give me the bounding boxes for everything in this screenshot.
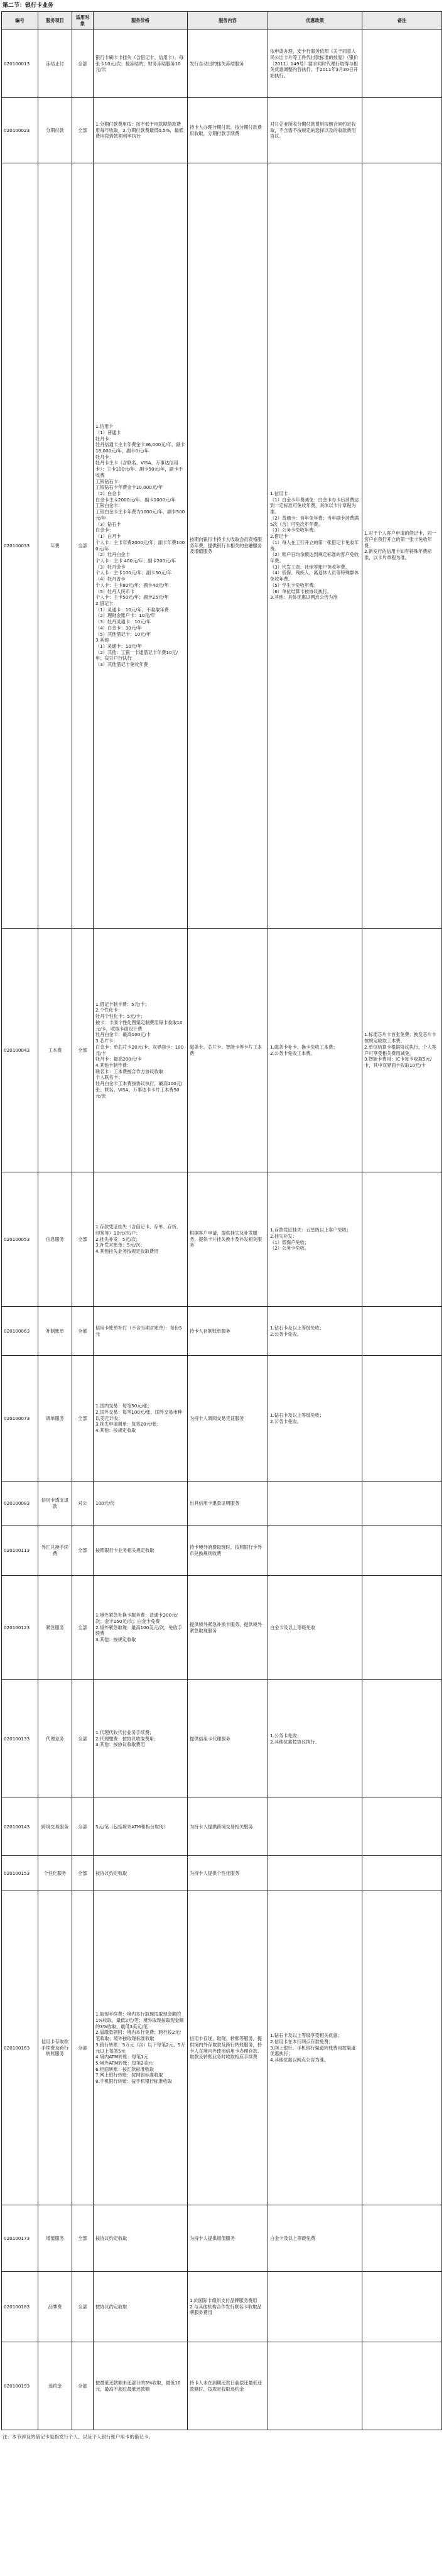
row-target: 全部: [72, 1798, 94, 1856]
table-row: [2, 98, 442, 163]
row-policy: [268, 1482, 362, 1525]
table-row: [2, 1798, 442, 1856]
table-row: [2, 1891, 442, 2205]
row-price: [94, 2342, 188, 2430]
row-content: [188, 2342, 268, 2430]
row-content: [188, 1798, 268, 1856]
row-policy: [268, 2272, 362, 2342]
row-policy: [268, 1856, 362, 1891]
row-target: 全部: [72, 2205, 94, 2272]
row-content-text: 根据客户申请，提供挂失及补发服务，提供卡片挂失换卡及补发相关服务: [190, 1230, 263, 1248]
row-service: 紧急服务: [38, 1576, 72, 1680]
row-content-text: 持卡境外消费取现时，按照银行卡外币兑换规则收费: [190, 1544, 263, 1556]
row-service: 违约金: [38, 2342, 72, 2430]
row-code: 020100023: [2, 98, 38, 163]
row-price-text: 银行卡刷卡卡挂失（含借记卡、信用卡），每张卡10元/次；被冻结的，财务冻结服务10元/次: [95, 54, 184, 73]
row-service: 跨境交易服务: [38, 1798, 72, 1856]
table-row: [2, 1356, 442, 1482]
row-code: 020100123: [2, 1576, 38, 1680]
row-service: 信用卡透支退款: [38, 1482, 72, 1525]
row-price: [94, 1482, 188, 1525]
row-content-text: 按期向银行卡持卡人收取会员资格服务年费，提供银行卡相关的金融服务及增值服务: [190, 536, 263, 555]
row-price-text: 5元/笔（包括境外ATM和柜台取现）: [95, 1823, 168, 1830]
row-price: [94, 2272, 188, 2342]
row-code: 020100193: [2, 2342, 38, 2430]
row-content-text: 持卡人补制账单服务: [190, 1328, 230, 1334]
row-price: [94, 1356, 188, 1482]
header-content: 服务内容: [188, 12, 268, 30]
row-price-text: 100元/份: [95, 1500, 115, 1506]
row-price: [94, 1680, 188, 1798]
table-row: [2, 1576, 442, 1680]
row-code: 020100163: [2, 1891, 38, 2205]
row-policy: [268, 2342, 362, 2430]
row-policy: [268, 98, 362, 163]
table-row: [2, 2342, 442, 2430]
row-policy: [268, 1307, 362, 1356]
row-price: [94, 1576, 188, 1680]
row-policy: [268, 2205, 362, 2272]
row-note: [362, 1576, 442, 1680]
header-policy: 优惠政策: [268, 12, 362, 30]
row-content: [188, 1576, 268, 1680]
row-content: [188, 98, 268, 163]
row-service: 信息服务: [38, 1172, 72, 1307]
row-price-text: 1.信用卡 （1）普通卡 牡丹卡： 牡丹信通卡主卡年费金卡36,000元/年，副卡18,000元/年，副卡0元/年 牡丹卡： 牡丹卡主卡（含联名、VISA、万事达信用卡）：主卡100元/年、副卡50元/年，副卡不收费 工银钻石卡： 工银钻石卡年费金卡10,000元/年 （2）白金卡 白金卡主卡2000元/年、副卡1000元/年 工银白金卡： 工银白金卡主卡年费为1000元/年、副卡500元/年 （3）钻石卡 白金卡： （1）白月卡 个人卡：主卡年费2000元/年；副卡年费1000元/年 （2）牡丹白金卡 个人卡：主卡 400元/年；副卡200元/年 （3）牡丹金卡 个人卡：主卡100元/年；副卡50元/年 （4）牡丹普卡 个人卡：主卡80元/年；副卡40元/年 （5）牡丹人民币卡 个人卡：主卡50元/年；副卡25元/年 2.借记卡 （1）灵通卡：10元/年，不收取年费 （2）理财金账户卡：10元/年 （3）牡丹灵通卡：10元/年 （4）白金卡：30元/年 （5）其他借记卡：10元/年 3.其他 （1）灵通卡：10元/年 （2）其他：工银一卡通借记卡年费10元/年；按开户行执行 （3）其他借记卡免收年费: [95, 423, 185, 668]
row-note: [362, 1680, 442, 1798]
row-service: 工本费: [38, 929, 72, 1172]
row-target: 全部: [72, 1307, 94, 1356]
row-note: [362, 1891, 442, 2205]
row-content-text: 信用卡存现、取现、转账等服务，提供境内外存取款及跨行转账服务，持卡人在境内外使用信用卡办理存款、取款及转账业务时收取相应手续费: [190, 2036, 263, 2060]
row-price-text: 按照银行卡业务相关规定收取: [95, 1547, 154, 1553]
row-content: [188, 2272, 268, 2342]
header-code: 编号: [2, 12, 38, 30]
row-price: [94, 1525, 188, 1576]
fee-table: [1, 11, 442, 2430]
table-row: [2, 1856, 442, 1891]
row-price-text: 按协议约定收取: [95, 2303, 127, 2310]
row-price: [94, 1307, 188, 1356]
row-service: 信用卡存取款手续费及跨行转账服务: [38, 1891, 72, 2205]
row-price-text: 信用卡账单补打（不含当期对账单）：每份5元: [95, 1324, 182, 1337]
row-policy: [268, 1891, 362, 2205]
row-note-text: 1.标准芯片卡首张免费；换发芯片卡按规定收取工本费。 2.单位结算卡根据协议执行，个人客户可享受相关费用减免。 3.智能卡费用：IC卡每卡收取5元/卡，其中双界面卡收取10元/卡: [364, 1032, 436, 1068]
row-policy: [268, 1525, 362, 1576]
row-policy-text: 1.磁条卡补卡、换卡免收工本费； 2.公务卡免收工本费。: [270, 1044, 338, 1056]
row-code: 020100083: [2, 1482, 38, 1525]
row-content: [188, 30, 268, 98]
row-target: 全部: [72, 929, 94, 1172]
row-code: 020100133: [2, 1680, 38, 1798]
row-content-text: 发行自动出的挂失冻结服务: [190, 60, 244, 67]
row-content-text: 磁条卡、芯片卡、智能卡等卡片工本费: [190, 1044, 263, 1056]
row-note: [362, 98, 442, 163]
row-target: 全部: [72, 1172, 94, 1307]
row-note: [362, 30, 442, 98]
row-target: 全部: [72, 98, 94, 163]
row-target: 全部: [72, 163, 94, 929]
row-content-text: 持卡人未在到期还款日前偿还最低还款额时，按规定收取违约金: [190, 2379, 263, 2392]
row-code: 020100063: [2, 1307, 38, 1356]
table-row: [2, 2272, 442, 2342]
row-code: 020100143: [2, 1798, 38, 1856]
row-content: [188, 1856, 268, 1891]
row-note: [362, 2272, 442, 2342]
row-policy-text: 1.信用卡 （1）白金卡年费减免：白金卡办卡后消费达到一定标准可免收年费，具体以卡片章程为准。 （2）普通卡：首年免年费；当年刷卡消费满5次（含）可免次年年费。 （3）公务卡免收年费。 2.借记卡 （1）每人在工行开立的第一张借记卡免收年费。 （2）账户日均余额达到规定标准的客户免收年费。 （3）代发工资、社保等账户免收年费。 （4）低保、残疾人、离退休人员等特殊群体免收年费。 （5）学生卡免收年费。 （6）单位结算卡按协议执行。 3.其他：具体优惠以网点公告为准: [270, 491, 359, 601]
row-policy-text: 1.公务卡免收； 2.其他优惠按协议执行。: [270, 1732, 320, 1745]
table-row: [2, 30, 442, 98]
row-note: [362, 1798, 442, 1856]
row-target: 全部: [72, 2342, 94, 2430]
table-row: [2, 163, 442, 929]
row-price: [94, 1172, 188, 1307]
row-content-text: 出具信用卡退款证明服务: [190, 1500, 240, 1506]
row-price-text: 1.借记卡制卡费：5元/卡； 2.个性化卡： 牡丹个性化卡：5元/卡； 按卡：卡面个性化图案定制费用每卡收取10元/卡，收取卡面设计费 牡丹白金卡：最高100元/卡 3.芯片卡： 白金卡：单芯片卡20元/卡、双界面卡：100元/卡 牡丹卡：最高200元/卡 4.其他卡制作费： 联名卡：工本费按合作方协议收取 个人联名卡： 牡丹白金卡工本费按协议执行，最高100元/张；联名、VISA、万事达卡卡片工本费50元/张: [95, 1001, 184, 1099]
row-price-text: 1.国内交易：每笔50元/张； 2.国外交易：每笔100元/张，国外交易币种以美元计收； 3.挂失申请调单：每笔20元/张； 4.其他：按规定收取: [95, 1403, 182, 1434]
row-policy-text: 对日企业所收分期付款费用按照合同约定收取，不含需不按规定的选择以及的收款费用协议。: [270, 121, 356, 139]
table-row: [2, 1307, 442, 1356]
row-content: [188, 1680, 268, 1798]
row-service: 个性化服务: [38, 1856, 72, 1891]
row-content: [188, 1172, 268, 1307]
row-content-text: 提供境外紧急补换卡服务，提供境外紧急取现服务: [190, 1621, 263, 1634]
row-code: 020100053: [2, 1172, 38, 1307]
table-row: [2, 929, 442, 1172]
section-title: 第二节：银行卡业务: [3, 3, 54, 9]
table-row: [2, 1525, 442, 1576]
row-note-text: 1.对于个人客户申请的借记卡，同一客户在我行开立的第一张卡免收年费。 2.新发行的信用卡如有特殊年费标准，以卡片章程为准。: [364, 530, 436, 561]
row-policy: [268, 1576, 362, 1680]
row-content-text: 1.向国际卡组织支付品牌服务费用 2.与其他机构合作发行联名卡收取品牌服务费用: [190, 2297, 262, 2316]
row-service: 代理业务: [38, 1680, 72, 1798]
row-content: [188, 2205, 268, 2272]
row-service: 冻结止付: [38, 30, 72, 98]
header-note: 备注: [362, 12, 442, 30]
table-row: [2, 2205, 442, 2272]
row-target: 全部: [72, 1576, 94, 1680]
row-content: [188, 1891, 268, 2205]
row-service: 年费: [38, 163, 72, 929]
row-note: [362, 1356, 442, 1482]
row-policy: [268, 1172, 362, 1307]
row-note: [362, 1172, 442, 1307]
row-content-text: 为持卡人调阅交易凭证服务: [190, 1415, 244, 1421]
table-row: [2, 1680, 442, 1798]
row-price: [94, 98, 188, 163]
row-content: [188, 929, 268, 1172]
row-service: 补制账单: [38, 1307, 72, 1356]
row-price-text: 1.境外紧急补换卡服务费：普通卡200元/次；金卡150元/次；白金卡免费 2.境外紧急取现：最高100美元/次，免收手续费 3.其他：按规定收取: [95, 1612, 182, 1643]
row-target: 全部: [72, 30, 94, 98]
row-policy: [268, 1798, 362, 1856]
row-target: 全部: [72, 1525, 94, 1576]
row-note: [362, 1482, 442, 1525]
row-target: 全部: [72, 2272, 94, 2342]
row-content-text: 为持卡人提供个性化服务: [190, 1870, 240, 1876]
header-target: 适用对象: [72, 12, 94, 30]
row-note: [362, 1856, 442, 1891]
row-target: 全部: [72, 1356, 94, 1482]
row-policy-text: 白金卡及以上等级免费: [270, 2235, 315, 2241]
row-service: 调单服务: [38, 1356, 72, 1482]
row-price: [94, 30, 188, 98]
row-note: [362, 1525, 442, 1576]
row-price-text: 1.存款凭证挂失（含借记卡、存单、存折、印鉴等）10元/次/户； 2.挂失补发：5元/次； 3.补发对账单：5元/次； 4.其他挂失业务按规定收取费用: [95, 1224, 181, 1255]
row-target: 全部: [72, 1680, 94, 1798]
row-note: [362, 2205, 442, 2272]
row-code: 020100113: [2, 1525, 38, 1576]
row-price: [94, 1891, 188, 2205]
row-policy-text: 白金卡及以上等级免收: [270, 1624, 315, 1630]
row-policy-text: 1.存款凭证挂失：五星级以上客户免收； 2.挂失补发： （1）低保户免收； （2）公务卡免收。: [270, 1227, 352, 1252]
row-service: 增值服务: [38, 2205, 72, 2272]
row-code: 020100153: [2, 1856, 38, 1891]
row-content: [188, 1307, 268, 1356]
row-price-text: 按协议约定收取: [95, 2235, 127, 2241]
row-price: [94, 929, 188, 1172]
table-header-row: [2, 12, 442, 30]
row-price-text: 1.分期付款费用按：按不低于用款期借款费用每年收取，2.分期付款费最低0.5%，最低费用按借款期利率执行: [95, 121, 184, 139]
row-content-text: 为持卡人提供增值服务: [190, 2235, 235, 2241]
row-policy-text: 1.钻石卡及以上等级免收； 2.公务卡免收。: [270, 1412, 324, 1424]
row-content-text: 提供信用卡代理服务: [190, 1735, 230, 1742]
row-content-text: 为持卡人提供跨境交易相关服务: [190, 1823, 253, 1830]
row-price: [94, 2205, 188, 2272]
row-price: [94, 1856, 188, 1891]
row-target: 对公: [72, 1482, 94, 1525]
row-policy-text: 1.钻石卡及以上等级享受相关优惠； 2.信用卡在本行网点存款免费； 3.网上银行、手机银行渠道转账费用按渠道优惠执行； 4.其他优惠以网点公告为准。: [270, 2033, 356, 2063]
row-code: 020100183: [2, 2272, 38, 2342]
row-price-text: 按最低还款额未还部分的5%收取，最低10元，最高不超过最低还款额: [95, 2379, 181, 2392]
row-price: [94, 1798, 188, 1856]
row-target: 全部: [72, 1856, 94, 1891]
table-row: [2, 1482, 442, 1525]
row-code: 020100173: [2, 2205, 38, 2272]
row-service: 分期付款: [38, 98, 72, 163]
row-note: [362, 163, 442, 929]
row-code: 020100013: [2, 30, 38, 98]
header-price: 服务价格: [94, 12, 188, 30]
row-note: [362, 2342, 442, 2430]
row-content: [188, 1525, 268, 1576]
row-policy: [268, 1680, 362, 1798]
row-note: [362, 929, 442, 1172]
row-service: 品牌费: [38, 2272, 72, 2342]
table-footnote: 注：本节涉及的借记卡是指发行个人、以及个人银行账户用卡的借记卡。: [3, 2434, 153, 2440]
row-price-text: 1.取现手续费：境内本行取现按取现金额的1%收取，最低2元/笔；境外取现按取现金额的3%收取，最低3美元/笔 2.溢缴款领回：境内本行免费；跨行按2元/笔收取；境外按取现标准收取 3.跨行转账：5万元（含）以下每笔2元，5万元以上每笔5元 4.境内ATM转账：每笔1元 5.境外ATM转账：每笔2美元 6.柜面转账：按汇款标准收取 7.网上银行转账：按网银标准收取 8.手机银行转账：按手机银行标准收取: [95, 2011, 185, 2085]
row-service: 外汇兑换手续费: [38, 1525, 72, 1576]
row-policy-text: 依申请办理，安卡行服务依照《关于同意人民公出卡片等工件代付款标准的批复》（银价〔2011〕149号）要求同时代理行取得与相关优惠调整内容执行，于2011年3月30日开始执行。: [270, 48, 359, 79]
row-target: 全部: [72, 1891, 94, 2205]
table-row: [2, 1172, 442, 1307]
row-content: [188, 163, 268, 929]
row-note: [362, 1307, 442, 1356]
row-code: 020100043: [2, 929, 38, 1172]
row-policy: [268, 30, 362, 98]
row-policy: [268, 929, 362, 1172]
row-content: [188, 1482, 268, 1525]
row-content: [188, 1356, 268, 1482]
header-service: 服务项目: [38, 12, 72, 30]
row-code: 020100033: [2, 163, 38, 929]
row-policy: [268, 1356, 362, 1482]
row-policy: [268, 163, 362, 929]
row-policy-text: 1.钻石卡及以上等级免收； 2.公务卡免收。: [270, 1324, 324, 1337]
row-price-text: 按协议约定收取: [95, 1870, 127, 1876]
row-price-text: 1.代理代收代付业务手续费； 2.代理缴费：按协议收取费用； 3.其他：按协议收取费用: [95, 1729, 159, 1748]
row-price: [94, 163, 188, 929]
row-code: 020100073: [2, 1356, 38, 1482]
row-content-text: 持卡人办理分期付款，按分期付款费用收取，分期付款手续费: [190, 124, 263, 136]
